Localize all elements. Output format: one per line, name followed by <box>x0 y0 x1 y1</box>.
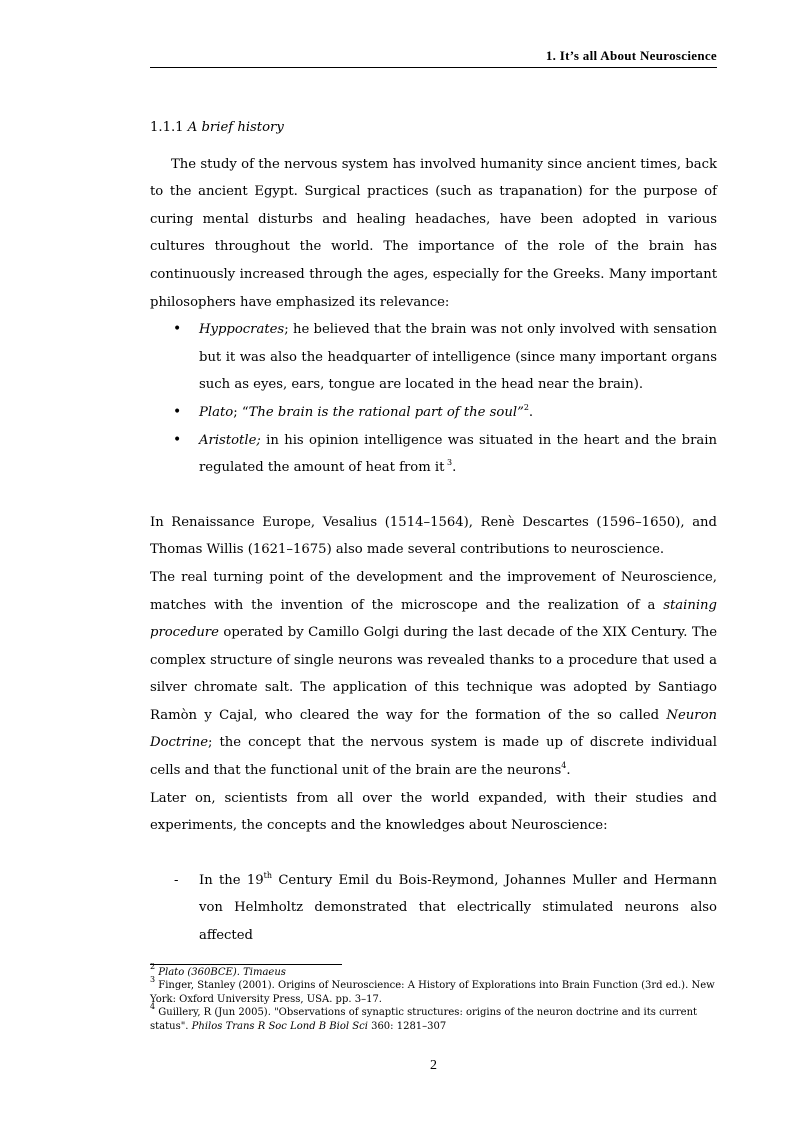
dash-icon: - <box>174 872 179 888</box>
turning-point-paragraph <box>150 564 717 785</box>
running-header <box>150 48 717 64</box>
footnote-number: 4 <box>150 1002 156 1012</box>
bullet-icon: • <box>173 321 182 338</box>
footnote-divider <box>150 964 342 965</box>
paragraph-text: ; the concept that the nervous system is made up of discrete individual cells and that the functional unit of the brain are the neurons <box>150 735 717 779</box>
footnote-text: Finger, Stanley (2001). Origins of Neuroscience: A History of Explorations into Brain Function (3rd ed.). New York: Oxford University Press, USA. pp. 3–17. <box>150 980 715 1005</box>
punctuation: . <box>528 404 534 420</box>
section-heading <box>150 114 717 142</box>
footnote-text: 360: 1281–307 <box>367 1020 447 1032</box>
item-text: In the 19 <box>199 872 264 888</box>
spacer <box>150 482 717 509</box>
footnote-italic: Plato (360BCE). Timaeus <box>158 967 286 978</box>
footnote-number: 3 <box>150 975 156 985</box>
footnote-text: Guillery, R (Jun 2005). "Observations of synaptic structures: origins of the neuron doctrine and its current status". <box>150 1007 698 1032</box>
footnote-number: 2 <box>150 962 156 971</box>
renaissance-paragraph: In Renaissance Europe, Vesalius (1514–1564), Renè Descartes (1596–1650), and Thomas Willis (1621–1675) also made several contributions to neuroscience. <box>150 514 717 558</box>
separator: ; <box>284 322 293 338</box>
intro-paragraph: The study of the nervous system has involved humanity since ancient times, back to the ancient Egypt. Surgical practices (such as trapanation) for the purpose of curing mental disturbs and healing headaches, have been adopted in various cultures throughout the world. The importance of the role of the brain has continuously increased through the ages, especially for the Greeks. Many important philosophers have emphasized its relevance: <box>150 156 717 310</box>
punctuation: . <box>566 763 571 779</box>
list-item <box>150 399 717 427</box>
section-number: 1.1.1 <box>150 120 184 135</box>
separator: ; “ <box>233 404 249 420</box>
list-item <box>150 427 717 482</box>
footnotes <box>150 962 717 1033</box>
header-divider <box>150 67 717 68</box>
philosopher-name: Hyppocrates <box>199 322 285 338</box>
ordinal-suffix: th <box>263 870 273 880</box>
list-item <box>150 867 717 950</box>
list-item <box>150 316 717 399</box>
punctuation: . <box>452 460 457 476</box>
footnote <box>150 1002 717 1033</box>
bullet-icon: • <box>173 403 182 420</box>
paragraph-text: The real turning point of the development and the improvement of Neuroscience, matches with the invention of the microscope and the realization of a <box>150 569 717 613</box>
footnote-ref: 2 <box>523 402 529 412</box>
footnote <box>150 962 717 979</box>
emphasis-staining: staining procedure <box>150 597 717 641</box>
item-text: Century Emil du Bois-Reymond, Johannes Muller and Hermann von Helmholtz demonstrated that electrically stimulated neurons also affected <box>199 872 717 944</box>
philosopher-name: Plato <box>199 404 234 420</box>
footnote-ref: 3 <box>444 458 453 468</box>
footnote-ref: 4 <box>561 761 567 771</box>
bullet-icon: • <box>173 431 182 448</box>
spacer <box>150 840 717 867</box>
philosopher-quote: The brain is the rational part of the soul” <box>248 404 524 420</box>
philosopher-text: he believed that the brain was not only involved with sensation but it was also the headquarter of intelligence (since many important organs such as eyes, ears, tongue are located in the head near the brain). <box>199 322 717 393</box>
page-number: 2 <box>430 1058 437 1073</box>
emphasis-neuron-doctrine: Neuron Doctrine <box>150 707 717 751</box>
paragraph-text: operated by Camillo Golgi during the last decade of the XIX Century. The complex structure of single neurons was revealed thanks to a procedure that used a silver chromate salt. The application of this technique was adopted by Santiago Ramòn y Cajal, who cleared the way for the formation of the so called <box>150 625 717 723</box>
philosopher-text: in his opinion intelligence was situated in the heart and the brain regulated the amount of heat from it <box>199 432 717 476</box>
footnote <box>150 975 717 1006</box>
section-title: A brief history <box>187 120 284 135</box>
footnote-journal: Philos Trans R Soc Lond B Biol Sci <box>191 1020 368 1032</box>
chapter-title: 1. It’s all About Neuroscience <box>545 48 717 63</box>
philosopher-name: Aristotle; <box>199 432 261 448</box>
later-paragraph: Later on, scientists from all over the world expanded, with their studies and experiments, the concepts and the knowledges about Neuroscience: <box>150 790 717 834</box>
philosophers-list <box>150 316 717 482</box>
page-body <box>150 114 717 950</box>
discoveries-list <box>150 867 717 950</box>
